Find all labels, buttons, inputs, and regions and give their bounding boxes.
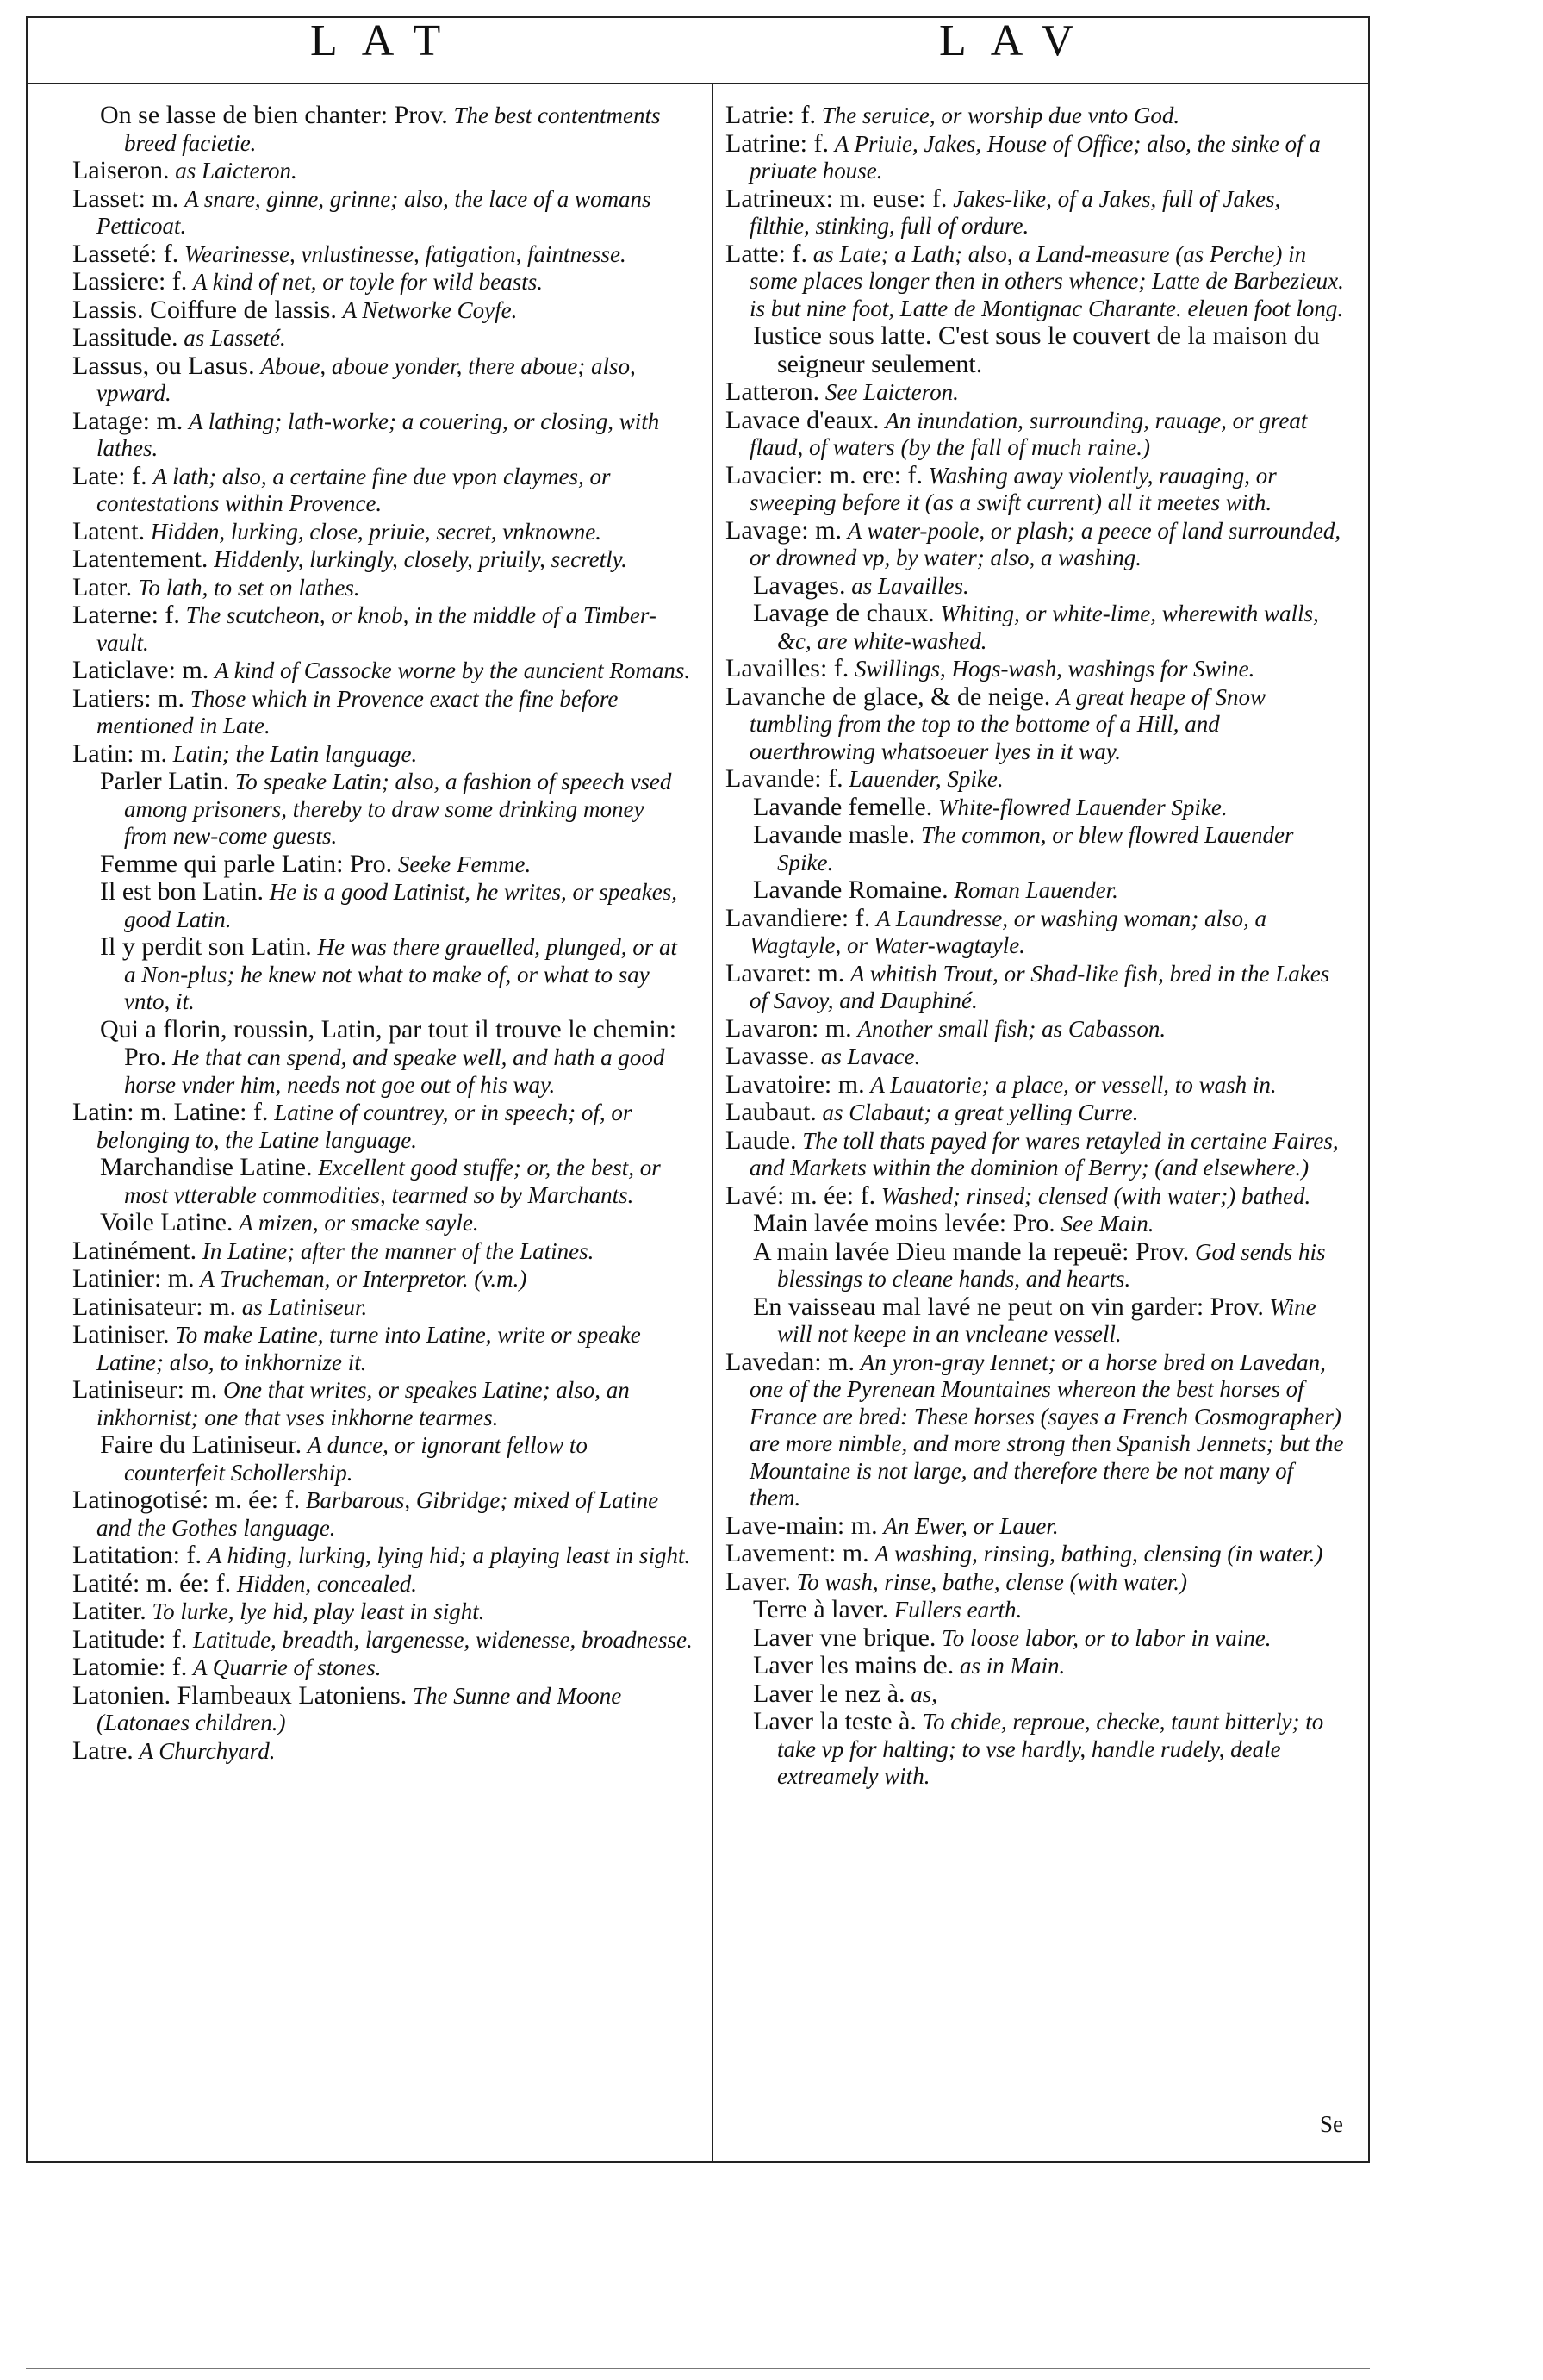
dictionary-entry	[72, 1376, 693, 1431]
entry-headword: Faire du Latiniseur.	[100, 1430, 302, 1459]
entry-headword: Lassis. Coiffure de lassis.	[72, 295, 337, 324]
entry-translation: Latin; the Latin language.	[172, 740, 418, 767]
entry-headword: Laterne: f.	[72, 601, 180, 629]
entry-translation: A great heape of Snow tumbling from the top to the bottome of a Hill, and ouerthrowing whatsoeuer lyes in it way.	[750, 683, 1266, 764]
entry-headword: Lavaron: m.	[725, 1013, 852, 1043]
entry-headword: Latinogotisé: m. ée: f.	[72, 1486, 301, 1514]
dictionary-entry	[72, 408, 693, 463]
entry-translation: A Lauatorie; a place, or vessell, to wash in.	[870, 1071, 1277, 1098]
entry-translation: One that writes, or speakes Latine; also, an inkhornist; one that vses inkhorne tearmes.	[96, 1377, 630, 1430]
entry-headword: Lavatoire: m.	[725, 1069, 865, 1099]
entry-translation: The seruice, or worship due vnto God.	[821, 103, 1180, 128]
dictionary-entry	[72, 1737, 693, 1766]
entry-translation: Seeke Femme.	[397, 850, 532, 877]
entry-translation: as Lavailles.	[851, 572, 969, 599]
entry-translation: The common, or blew flowred Lauender Spike.	[777, 822, 1294, 875]
entry-headword: Latité: m. ée: f.	[72, 1568, 232, 1598]
entry-translation: Swillings, Hogs-wash, washings for Swine.	[855, 656, 1255, 682]
dictionary-entry	[72, 1431, 693, 1486]
dictionary-entry	[725, 960, 1346, 1015]
entry-headword: Lavande: f.	[725, 764, 843, 793]
dictionary-entry	[725, 185, 1346, 240]
entry-translation: A lath; also, a certaine fine due vpon claymes, or contestations within Provence.	[96, 463, 611, 516]
entry-translation: Jakes-like, of a Jakes, full of Jakes, filthie, stinking, full of ordure.	[750, 185, 1281, 239]
entry-headword: Laiseron.	[72, 156, 170, 184]
entry-headword: Latinément.	[72, 1236, 197, 1265]
entry-headword: Latre.	[72, 1735, 134, 1765]
entry-translation: as Lasseté.	[184, 325, 286, 351]
dictionary-entry	[72, 157, 693, 185]
left-frame-line	[26, 16, 28, 2161]
entry-translation: as Latiniseur.	[241, 1293, 368, 1320]
entry-translation: Barbarous, Gibridge; mixed of Latine and the Gothes language.	[96, 1487, 659, 1541]
entry-translation: Latine of countrey, or in speech; of, or belonging to, the Latine language.	[96, 1100, 632, 1153]
entry-headword: Laver la teste à.	[753, 1707, 917, 1735]
entry-translation: A Quarrie of stones.	[193, 1654, 382, 1680]
dictionary-entry	[72, 685, 693, 740]
entry-headword: Late: f.	[72, 461, 147, 490]
entry-headword: On se lasse de bien chanter: Prov.	[100, 101, 448, 129]
dictionary-entry	[725, 1540, 1346, 1568]
dictionary-entry	[725, 1293, 1346, 1349]
dictionary-entry	[72, 1099, 693, 1154]
dictionary-entry	[72, 1486, 693, 1542]
dictionary-entry	[72, 268, 693, 296]
dictionary-entry	[725, 876, 1346, 905]
dictionary-entry	[725, 572, 1346, 601]
entry-translation: A water-poole, or plash; a peece of land surrounded, or drowned vp, by water; also, a washing.	[750, 517, 1341, 570]
entry-translation: as Laicteron.	[175, 158, 297, 184]
dictionary-entry	[72, 1154, 693, 1209]
left-column	[72, 102, 693, 1765]
dictionary-entry	[72, 1265, 693, 1293]
entry-headword: Il y perdit son Latin.	[100, 932, 312, 961]
entry-headword: Iustice sous latte. C'est sous le couvert de la maison du seigneur seulement.	[753, 321, 1320, 378]
dictionary-entry	[725, 1182, 1346, 1211]
dictionary-entry	[72, 1293, 693, 1322]
entry-headword: Lassus, ou Lasus.	[72, 351, 255, 380]
entry-translation: An inundation, surrounding, rauage, or great flaud, of waters (by the fall of much raine.)	[750, 407, 1308, 460]
dictionary-entry	[72, 657, 693, 685]
entry-translation: To lurke, lye hid, play least in sight.	[152, 1598, 485, 1624]
dictionary-entry	[72, 1682, 693, 1737]
entry-translation: A Networke Coyfe.	[342, 296, 518, 323]
entry-headword: Lasset: m.	[72, 184, 179, 213]
dictionary-entry	[725, 765, 1346, 794]
dictionary-entry	[72, 574, 693, 602]
entry-headword: Lavande masle.	[753, 820, 916, 849]
dictionary-entry	[725, 322, 1346, 378]
entry-headword: Latrie: f.	[725, 101, 816, 129]
entry-translation: Hidden, lurking, close, priuie, secret, vnknowne.	[150, 518, 602, 545]
entry-headword: Femme qui parle Latin: Pro.	[100, 849, 393, 878]
entry-translation: Lauender, Spike.	[849, 766, 1004, 792]
entry-headword: Lavace d'eaux.	[725, 405, 880, 434]
entry-headword: Main lavée moins levée: Pro.	[753, 1209, 1055, 1237]
entry-translation: He is a good Latinist, he writes, or speakes, good Latin.	[124, 879, 677, 932]
dictionary-entry	[725, 1210, 1346, 1238]
header-right-title: LAV	[939, 16, 1098, 65]
dictionary-entry	[72, 768, 693, 850]
entry-translation: To loose labor, or to labor in vaine.	[942, 1624, 1272, 1651]
entry-headword: Laubaut.	[725, 1098, 817, 1126]
entry-headword: Latinier: m.	[72, 1264, 195, 1293]
entry-headword: Lavage: m.	[725, 515, 842, 545]
entry-headword: En vaisseau mal lavé ne peut on vin garder: Prov.	[753, 1292, 1264, 1321]
entry-translation: Whiting, or white-lime, wherewith walls, &c, are white-washed.	[777, 601, 1319, 654]
entry-translation: The best contentments breed facietie.	[124, 103, 661, 156]
header-left-title: LAT	[310, 16, 465, 65]
header-rule	[26, 83, 1370, 84]
entry-headword: Laver les mains de.	[753, 1651, 955, 1679]
dictionary-entry	[72, 463, 693, 518]
entry-translation: Those which in Provence exact the fine before mentioned in Late.	[96, 685, 619, 738]
entry-translation: He that can spend, and speake well, and hath a good horse vnder him, needs not goe out of his way.	[124, 1044, 665, 1098]
entry-headword: Latiers: m.	[72, 683, 184, 713]
entry-translation: A Laundresse, or washing woman; also, a Wagtayle, or Water-wagtayle.	[750, 905, 1267, 958]
dictionary-entry	[72, 185, 693, 240]
dictionary-entry	[725, 1680, 1346, 1709]
entry-translation: An Ewer, or Lauer.	[883, 1512, 1059, 1539]
bottom-rule	[26, 2161, 1370, 2163]
dictionary-entry	[725, 102, 1346, 130]
dictionary-entry	[725, 600, 1346, 655]
dictionary-entry	[72, 601, 693, 657]
dictionary-entry	[72, 1570, 693, 1598]
entry-translation: as in Main.	[960, 1653, 1066, 1679]
entry-translation: Another small fish; as Cabasson.	[857, 1015, 1167, 1042]
dictionary-entry	[72, 1598, 693, 1626]
column-divider	[712, 83, 713, 2161]
entry-headword: Latin: m.	[72, 738, 167, 768]
dictionary-entry	[725, 1624, 1346, 1653]
entry-headword: Qui a florin, roussin, Latin, par tout il trouve le chemin: Pro.	[100, 1014, 677, 1071]
entry-translation: A kind of Cassocke worne by the auncient Romans.	[215, 657, 691, 683]
dictionary-entry	[72, 1654, 693, 1682]
entry-translation: A Churchyard.	[139, 1737, 276, 1764]
dictionary-entry	[725, 1015, 1346, 1044]
dictionary-entry	[72, 1626, 693, 1654]
entry-translation: In Latine; after the manner of the Latines.	[202, 1237, 594, 1264]
entry-headword: Voile Latine.	[100, 1208, 233, 1237]
dictionary-entry	[725, 1512, 1346, 1541]
entry-translation: A lathing; lath-worke; a couering, or closing, with lathes.	[96, 408, 660, 461]
entry-headword: Lavages.	[753, 570, 846, 600]
entry-headword: Lave-main: m.	[725, 1511, 878, 1540]
entry-headword: Latitation: f.	[72, 1541, 202, 1569]
entry-headword: Il est bon Latin.	[100, 877, 264, 906]
dictionary-entry	[725, 1568, 1346, 1597]
dictionary-entry	[725, 1043, 1346, 1071]
dictionary-entry	[725, 1071, 1346, 1100]
entry-translation: God sends his blessings to cleane hands, and hearts.	[777, 1238, 1326, 1292]
dictionary-entry	[725, 1238, 1346, 1293]
entry-translation: A Trucheman, or Interpretor. (v.m.)	[200, 1266, 527, 1292]
entry-translation: Hiddenly, lurkingly, closely, priuily, secretly.	[214, 546, 627, 572]
dictionary-entry	[72, 296, 693, 325]
entry-translation: as,	[911, 1680, 938, 1707]
entry-headword: A main lavée Dieu mande la repeuë: Prov.	[753, 1237, 1190, 1266]
entry-translation: To lath, to set on lathes.	[137, 574, 360, 601]
dictionary-entry	[725, 1708, 1346, 1791]
entry-translation: The scutcheon, or knob, in the middle of a Timber-vault.	[96, 602, 656, 656]
entry-translation: Wearinesse, vnlustinesse, fatigation, faintnesse.	[184, 240, 626, 267]
entry-translation: He was there grauelled, plunged, or at a Non-plus; he knew not what to make of, or what to say vnto, it.	[124, 934, 677, 1014]
entry-translation: as Late; a Lath; also, a Land-measure (as Perche) in some places longer then in others whence; Latte de Barbezieux. is but nine foot, Latte de Montignac Charante. eleuen foot long.	[750, 240, 1344, 321]
entry-headword: Laver.	[725, 1567, 791, 1596]
entry-translation: To chide, reproue, checke, taunt bitterly; to take vp for halting; to vse hardly, handle rudely, deale extreamely with.	[777, 1709, 1324, 1789]
entry-headword: Lavacier: m. ere: f.	[725, 460, 924, 489]
entry-headword: Lavailles: f.	[725, 654, 849, 682]
entry-headword: Lavedan: m.	[725, 1347, 855, 1376]
dictionary-entry	[72, 1321, 693, 1376]
entry-translation: An yron-gray Iennet; or a horse bred on Lavedan, one of the Pyrenean Mountaines whereon the best horses of France are bred: These horses (sayes a French Cosmographer) are more nimble, and more strong then Spanish Jennets; but the Mountaine is not large, and therefore there be not many of them.	[750, 1349, 1344, 1511]
entry-headword: Laticlave: m.	[72, 656, 209, 684]
entry-headword: Marchandise Latine.	[100, 1153, 313, 1181]
right-frame-line	[1368, 16, 1370, 2161]
dictionary-entry	[72, 933, 693, 1016]
entry-headword: Parler Latin.	[100, 767, 229, 795]
entry-translation: Latitude, breadth, largenesse, widenesse, broadnesse.	[193, 1626, 693, 1653]
dictionary-entry	[72, 102, 693, 157]
dictionary-entry	[72, 352, 693, 408]
entry-translation: Washed; rinsed; clensed (with water;) bathed.	[880, 1182, 1311, 1209]
dictionary-entry	[725, 1596, 1346, 1624]
entry-headword: Latomie: f.	[72, 1653, 188, 1681]
entry-headword: Laude.	[725, 1125, 797, 1155]
dictionary-entry	[72, 1209, 693, 1237]
entry-translation: To make Latine, turne into Latine, write or speake Latine; also, to inkhornize it.	[96, 1322, 641, 1375]
entry-translation: Roman Lauender.	[954, 877, 1118, 903]
entry-headword: Lavasse.	[725, 1042, 816, 1070]
dictionary-entry	[725, 1127, 1346, 1182]
entry-translation: Aboue, aboue yonder, there aboue; also, vpward.	[96, 352, 636, 406]
entry-translation: To speake Latin; also, a fashion of speech vsed among prisoners, thereby to draw some drinking money from new-come guests.	[124, 769, 672, 849]
entry-translation: Washing away violently, rauaging, or sweeping before it (as a swift current) all it meetes with.	[750, 462, 1277, 515]
entry-translation: A snare, ginne, grinne; also, the lace of a womans Petticoat.	[96, 185, 651, 239]
entry-headword: Lasseté: f.	[72, 239, 179, 268]
entry-headword: Latage: m.	[72, 406, 184, 435]
dictionary-entry	[725, 517, 1346, 572]
dictionary-entry	[725, 821, 1346, 876]
entry-headword: Latiniser.	[72, 1320, 170, 1349]
entry-translation: A whitish Trout, or Shad-like fish, bred in the Lakes of Savoy, and Dauphiné.	[750, 960, 1330, 1013]
entry-headword: Latte: f.	[725, 239, 807, 268]
entry-translation: as Lavace.	[820, 1044, 921, 1069]
right-column	[725, 102, 1346, 1791]
bottom-rule-outer	[26, 2368, 1370, 2369]
catchword: Se	[1320, 2111, 1343, 2137]
dictionary-entry	[72, 240, 693, 269]
dictionary-entry	[725, 462, 1346, 517]
entry-headword: Later.	[72, 572, 133, 601]
entry-translation: A dunce, or ignorant fellow to counterfeit Schollership.	[124, 1432, 588, 1486]
dictionary-entry	[725, 905, 1346, 960]
entry-headword: Laver le nez à.	[753, 1679, 905, 1708]
dictionary-entry	[725, 683, 1346, 766]
entry-translation: A Priuie, Jakes, House of Office; also, the sinke of a priuate house.	[750, 130, 1321, 184]
entry-translation: The Sunne and Moone (Latonaes children.)	[96, 1682, 622, 1735]
entry-translation: Hidden, concealed.	[236, 1570, 418, 1597]
dictionary-entry	[72, 1016, 693, 1100]
entry-headword: Lavement: m.	[725, 1539, 869, 1567]
entry-headword: Lavandiere: f.	[725, 903, 871, 932]
entry-translation: See Main.	[1061, 1211, 1154, 1237]
entry-translation: A mizen, or smacke sayle.	[239, 1210, 479, 1236]
entry-translation: Excellent good stuffe; or, the best, or most vtterable commodities, tearmed so by Marchants.	[124, 1155, 661, 1208]
entry-headword: Latent.	[72, 516, 146, 545]
entry-translation: The toll thats payed for wares retayled in certaine Faires, and Markets within the dominion of Berry; (and elsewhere.)	[750, 1127, 1339, 1181]
dictionary-entry	[725, 794, 1346, 822]
entry-headword: Latin: m. Latine: f.	[72, 1098, 269, 1126]
entry-translation: White-flowred Lauender Spike.	[937, 794, 1228, 820]
entry-headword: Lavande femelle.	[753, 792, 933, 821]
entry-translation: A kind of net, or toyle for wild beasts.	[193, 269, 544, 295]
entry-headword: Latiniseur: m.	[72, 1375, 218, 1404]
entry-headword: Latentement.	[72, 545, 208, 573]
entry-translation: Wine will not keepe in an vncleane vessell.	[777, 1293, 1316, 1347]
entry-headword: Laver vne brique.	[753, 1623, 936, 1652]
dictionary-entry	[72, 518, 693, 546]
entry-headword: Latrineux: m. euse: f.	[725, 184, 948, 213]
dictionary-entry	[72, 850, 693, 879]
entry-headword: Latinisateur: m.	[72, 1292, 236, 1321]
entry-headword: Latiter.	[72, 1597, 146, 1625]
entry-headword: Latteron.	[725, 377, 820, 406]
dictionary-entry	[72, 1542, 693, 1570]
entry-headword: Terre à laver.	[753, 1595, 888, 1623]
dictionary-entry	[725, 240, 1346, 323]
dictionary-entry	[725, 130, 1346, 185]
entry-translation: See Laicteron.	[824, 379, 959, 405]
entry-headword: Lavage de chaux.	[753, 599, 935, 627]
dictionary-entry	[725, 378, 1346, 407]
dictionary-entry	[725, 1349, 1346, 1512]
dictionary-entry	[725, 1652, 1346, 1680]
dictionary-entry	[725, 1099, 1346, 1127]
dictionary-entry	[725, 407, 1346, 462]
dictionary-entry	[72, 740, 693, 769]
entry-headword: Lavanche de glace, & de neige.	[725, 682, 1051, 711]
entry-headword: Lavé: m. ée: f.	[725, 1181, 876, 1210]
entry-translation: A washing, rinsing, bathing, clensing (in water.)	[874, 1541, 1323, 1567]
entry-headword: Latonien. Flambeaux Latoniens.	[72, 1680, 408, 1710]
dictionary-entry	[72, 1237, 693, 1266]
entry-headword: Lassiere: f.	[72, 267, 188, 296]
dictionary-entry	[72, 545, 693, 574]
entry-headword: Latrine: f.	[725, 128, 829, 158]
top-rule	[26, 16, 1370, 18]
dictionary-entry	[72, 878, 693, 933]
entry-translation: as Clabaut; a great yelling Curre.	[822, 1100, 1139, 1125]
entry-headword: Lavande Romaine.	[753, 875, 949, 904]
entry-translation: A hiding, lurking, lying hid; a playing least in sight.	[207, 1542, 691, 1568]
entry-translation: To wash, rinse, bathe, clense (with water.)	[796, 1568, 1188, 1595]
entry-headword: Lassitude.	[72, 323, 178, 352]
entry-headword: Latitude: f.	[72, 1624, 188, 1654]
entry-headword: Lavaret: m.	[725, 958, 845, 988]
entry-translation: Fullers earth.	[893, 1597, 1023, 1623]
dictionary-entry	[72, 324, 693, 352]
dictionary-entry	[725, 655, 1346, 683]
